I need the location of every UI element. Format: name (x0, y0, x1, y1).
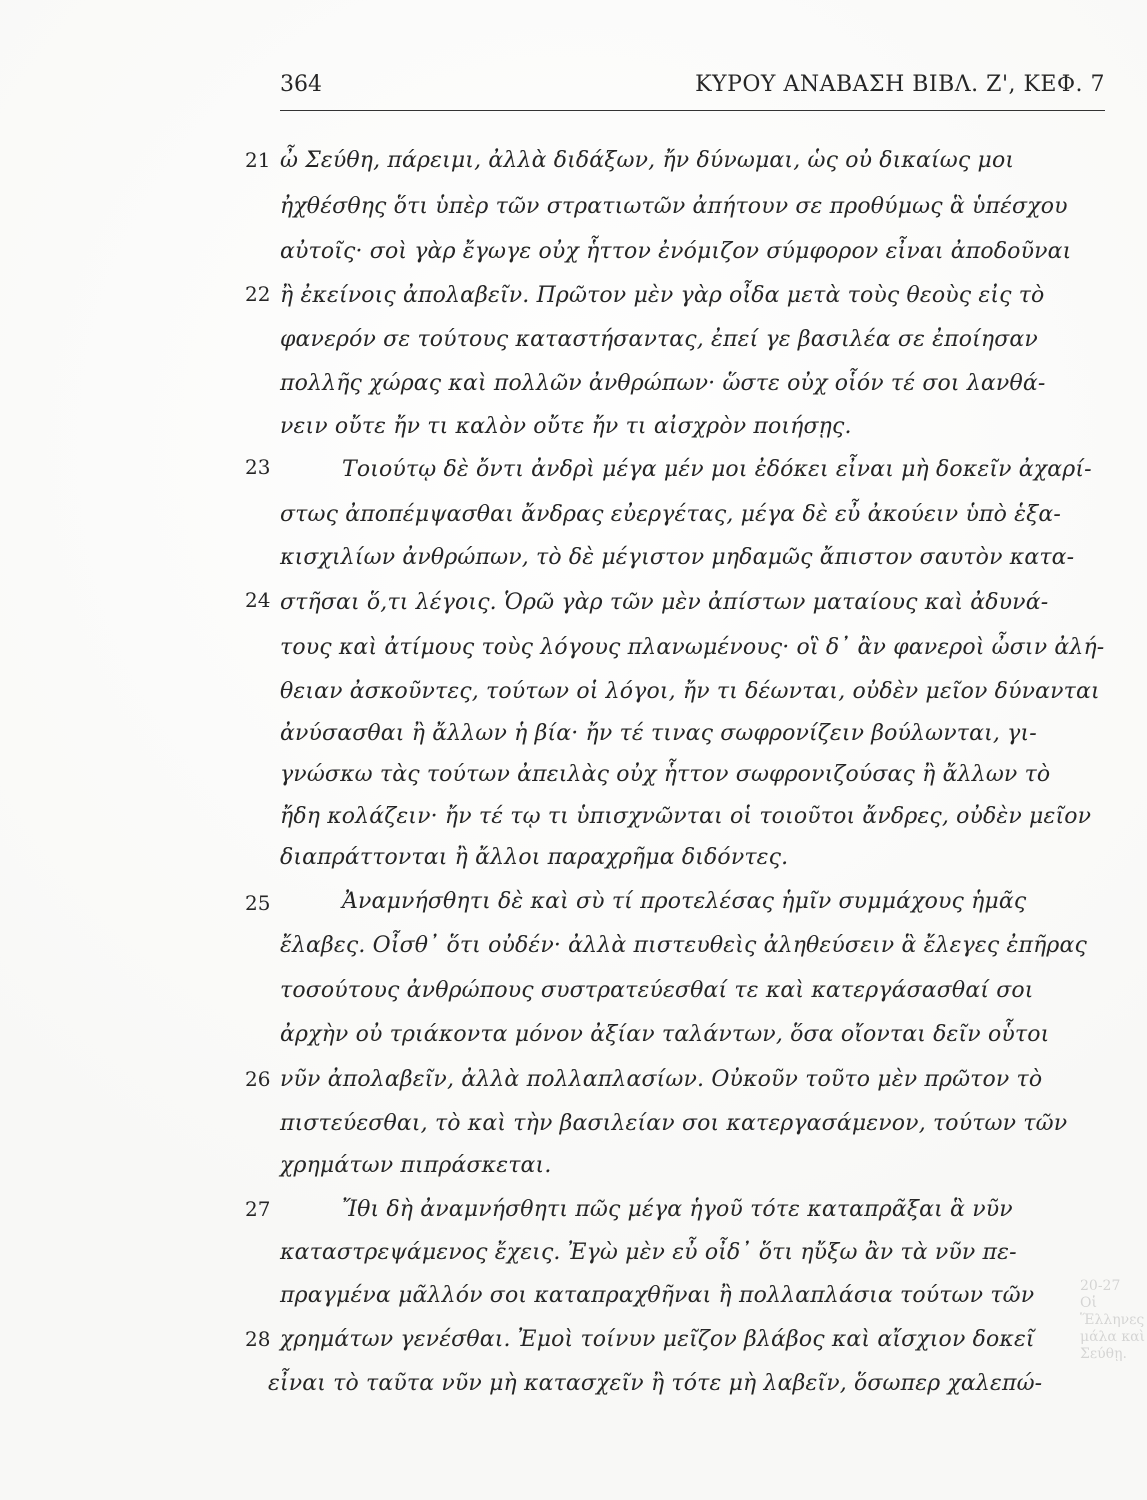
section-number: 28 (245, 1327, 271, 1351)
text-line: πολλῆς χώρας καὶ πολλῶν ἀνθρώπων· ὥστε οὐχ οἷόν τέ σοι λανθά- (280, 371, 1046, 396)
text-line: εἶναι τὸ ταῦτα νῦν μὴ κατασχεῖν ἢ τότε μὴ λαβεῖν, ὅσωπερ χαλεπώ- (268, 1371, 1043, 1396)
text-line: χρημάτων πιπράσκεται. (280, 1153, 552, 1178)
page-header (280, 72, 1105, 110)
text-line: φανερόν σε τούτους καταστήσαντας, ἐπεί γε βασιλέα σε ἐποίησαν (280, 327, 1038, 352)
section-number: 21 (245, 148, 271, 172)
text-line: τοσούτους ἀνθρώπους συστρατεύεσθαί τε καὶ κατεργάσασθαί σοι (280, 978, 1034, 1003)
text-line: ἔλαβες. Οἶσθ᾽ ὅτι οὐδέν· ἀλλὰ πιστευθεὶς ἀληθεύσειν ἃ ἔλεγες ἐπῆρας (280, 933, 1087, 958)
section-number: 22 (245, 282, 271, 306)
page-number: 364 (280, 72, 322, 97)
text-line: γνώσκω τὰς τούτων ἀπειλὰς οὐχ ἧττον σωφρονιζούσας ἢ ἄλλων τὸ (280, 762, 1051, 787)
text-line: πιστεύεσθαι, τὸ καὶ τὴν βασιλείαν σοι κατεργασάμενον, τούτων τῶν (280, 1111, 1068, 1136)
text-line: ἤδη κολάζειν· ἤν τέ τῳ τι ὑπισχνῶνται οἱ τοιοῦτοι ἄνδρες, οὐδὲν μεῖον (280, 804, 1092, 829)
section-number: 23 (245, 455, 271, 479)
text-line: στως ἀποπέμψασθαι ἄνδρας εὐεργέτας, μέγα δὲ εὖ ἀκούειν ὑπὸ ἑξα- (280, 502, 1061, 527)
faint-marginal-note: 20-27 Οἱ Ἕλληνες μάλα καὶ Σεύθῃ. (1080, 1278, 1146, 1362)
text-line: θειαν ἀσκοῦντες, τούτων οἱ λόγοι, ἤν τι δέωνται, οὐδὲν μεῖον δύνανται (280, 679, 1100, 704)
text-line: χρημάτων γενέσθαι. Ἐμοὶ τοίνυν μεῖζον βλάβος καὶ αἴσχιον δοκεῖ (280, 1327, 1035, 1352)
section-number: 26 (245, 1067, 271, 1091)
text-line: ἀνύσασθαι ἢ ἄλλων ἡ βία· ἤν τέ τινας σωφρονίζειν βούλωνται, γι- (280, 721, 1037, 746)
text-line: Ἀναμνήσθητι δὲ καὶ σὺ τί προτελέσας ἡμῖν συμμάχους ἡμᾶς (342, 889, 1027, 914)
text-line: καταστρεψάμενος ἔχεις. Ἐγὼ μὲν εὖ οἶδ᾽ ὅτι ηὔξω ἂν τὰ νῦν πε- (280, 1240, 1017, 1265)
text-line: Τοιούτῳ δὲ ὄντι ἀνδρὶ μέγα μέν μοι ἐδόκει εἶναι μὴ δοκεῖν ἀχαρί- (342, 457, 1092, 482)
text-line: τους καὶ ἀτίμους τοὺς λόγους πλανωμένους· οἳ δ᾽ ἂν φανεροὶ ὦσιν ἀλή- (280, 635, 1105, 660)
text-line: διαπράττονται ἢ ἄλλοι παραχρῆμα διδόντες. (280, 845, 789, 870)
text-line: πραγμένα μᾶλλόν σοι καταπραχθῆναι ἢ πολλαπλάσια τούτων τῶν (280, 1283, 1035, 1308)
section-number: 27 (245, 1197, 271, 1221)
text-line: νῦν ἀπολαβεῖν, ἀλλὰ πολλαπλασίων. Οὐκοῦν τοῦτο μὲν πρῶτον τὸ (280, 1067, 1043, 1092)
text-line: ὦ Σεύθη, πάρειμι, ἀλλὰ διδάξων, ἤν δύνωμαι, ὡς οὐ δικαίως μοι (280, 148, 1015, 173)
text-line: νειν οὔτε ἤν τι καλὸν οὔτε ἤν τι αἰσχρὸν ποιήσῃς. (280, 414, 852, 439)
section-number: 25 (245, 891, 271, 915)
header-rule (280, 110, 1105, 111)
text-line: Ἴθι δὴ ἀναμνήσθητι πῶς μέγα ἡγοῦ τότε καταπρᾶξαι ἃ νῦν (342, 1197, 1013, 1222)
text-line: αὐτοῖς· σοὶ γὰρ ἔγωγε οὐχ ἧττον ἐνόμιζον σύμφορον εἶναι ἀποδοῦναι (280, 239, 1072, 264)
text-line: ἠχθέσθης ὅτι ὑπὲρ τῶν στρατιωτῶν ἀπήτουν σε προθύμως ἃ ὑπέσχου (280, 194, 1068, 219)
text-line: κισχιλίων ἀνθρώπων, τὸ δὲ μέγιστον μηδαμῶς ἄπιστον σαυτὸν κατα- (280, 545, 1075, 570)
text-line: ἢ ἐκείνοις ἀπολαβεῖν. Πρῶτον μὲν γὰρ οἶδα μετὰ τοὺς θεοὺς εἰς τὸ (280, 283, 1045, 308)
running-title: ΚΥΡΟΥ ΑΝΑΒΑΣΗ ΒΙΒΛ. Ζ', ΚΕΦ. 7 (695, 72, 1105, 97)
text-line: στῆσαι ὅ,τι λέγοις. Ὁρῶ γὰρ τῶν μὲν ἀπίστων ματαίους καὶ ἀδυνά- (280, 590, 1049, 615)
section-number: 24 (245, 588, 271, 612)
text-line: ἀρχὴν οὐ τριάκοντα μόνον ἀξίαν ταλάντων, ὅσα οἴονται δεῖν οὗτοι (280, 1022, 1050, 1047)
